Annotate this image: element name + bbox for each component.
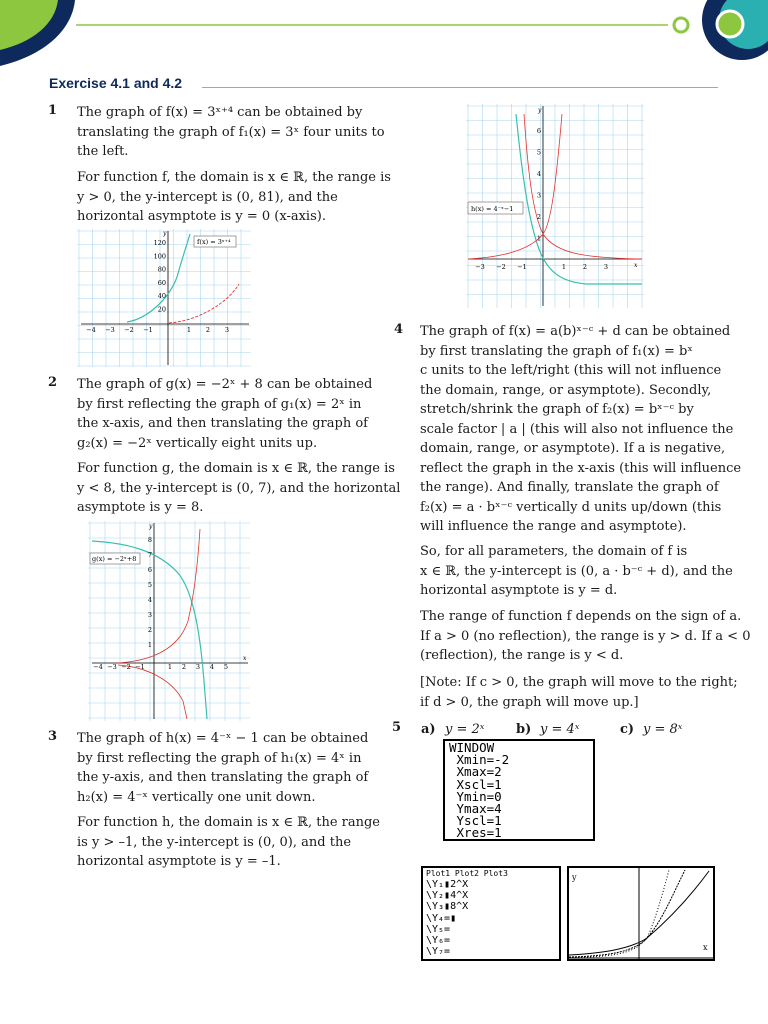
q3-y-tick-label: 4 <box>536 170 541 178</box>
q2-x-tick-label: 3 <box>195 663 201 671</box>
q1-y-tick-label: 100 <box>153 252 166 261</box>
q3-curve-h1 <box>468 114 562 259</box>
q4-line: f₂(x) = a · bˣ⁻ᶜ vertically d units up/down (this <box>420 499 722 515</box>
q3-line: the y-axis, and then translating the graph of <box>77 770 369 785</box>
window-line: Xmin=-2 <box>449 752 510 768</box>
q5-b-equation: y = 4ˣ <box>540 722 580 737</box>
q1-y-tick-label: 40 <box>157 292 166 301</box>
window-line: Ymax=4 <box>449 801 502 817</box>
q1-line: The graph of f(x) = 3ˣ⁺⁴ can be obtained by <box>77 105 363 120</box>
q4-note-text <box>420 673 738 712</box>
q5-a-equation: y = 2ˣ <box>445 722 485 737</box>
header-circle-green <box>717 11 743 37</box>
q4-line: reflect the graph in the x-axis (this will influence <box>420 460 742 476</box>
q1-graph <box>77 229 251 367</box>
window-line: WINDOW <box>449 740 495 755</box>
y-editor-line: \Y₆= <box>426 935 451 947</box>
calc-graph-y-label: y <box>572 873 577 882</box>
question-number-4: 4 <box>394 322 404 337</box>
q2-answer-text <box>77 459 400 518</box>
q4-line: The graph of f(x) = a(b)ˣ⁻ᶜ + d can be obtained <box>420 324 731 339</box>
q1-y-tick-label: 20 <box>157 305 166 314</box>
q2-y-tick-label: 8 <box>147 536 152 544</box>
q2-graph <box>88 521 250 721</box>
q2-x-tick-label: 1 <box>167 663 173 671</box>
question-number-3: 3 <box>48 729 58 744</box>
q5-a-label: a) <box>421 722 436 737</box>
question-number-2: 2 <box>48 375 58 390</box>
q2-x-tick-label: 5 <box>223 663 229 671</box>
q3-x-tick-label: 2 <box>582 263 588 271</box>
q2-y-tick-label: 2 <box>147 626 152 634</box>
q3-x-label: x <box>634 262 638 269</box>
q4-line: (reflection), the range is y < d. <box>420 648 624 663</box>
calculator-window-screen <box>443 739 595 841</box>
q1-line: translating the graph of f₁(x) = 3ˣ four units to <box>77 124 385 140</box>
q1-line: y > 0, the y-intercept is (0, 81), and the <box>77 189 338 205</box>
q3-answer-text <box>77 813 380 872</box>
window-line: Xres=1 <box>449 825 502 841</box>
q2-text <box>77 375 372 453</box>
q1-y-tick-label: 80 <box>157 265 166 274</box>
q3-x-tick-label: −2 <box>496 263 506 271</box>
q3-y-tick-label: 3 <box>536 191 541 200</box>
q1-line: the left. <box>77 144 129 159</box>
q1-x-tick-label: −3 <box>105 326 115 334</box>
question-number-5: 5 <box>392 720 402 735</box>
window-line: Xmax=2 <box>449 764 502 780</box>
q4-line: if d > 0, the graph will move up.] <box>420 694 639 710</box>
q2-line: the x-axis, and then translating the graph of <box>77 416 368 431</box>
q2-line: The graph of g(x) = −2ˣ + 8 can be obtained <box>77 377 373 392</box>
q2-grid <box>88 521 250 721</box>
q3-text <box>77 729 368 807</box>
calculator-y-editor-screen <box>421 866 561 961</box>
header-decoration <box>0 0 768 70</box>
window-line: Ymin=0 <box>449 788 502 804</box>
q2-line: by first reflecting the graph of g₁(x) = 2ˣ in <box>77 396 362 412</box>
q4-text <box>420 322 741 537</box>
q1-x-tick-label: −4 <box>86 326 96 334</box>
y-editor-line: \Y₅= <box>426 923 451 935</box>
q3-graph <box>466 104 644 308</box>
q5-c-equation: y = 8ˣ <box>643 722 683 737</box>
q4-line: by first translating the graph of f₁(x) = bˣ <box>420 343 693 359</box>
y-editor-line: \Y₃▮8^X <box>426 901 469 913</box>
q3-x-tick-label: −1 <box>517 263 527 271</box>
q4-range-text <box>420 607 750 666</box>
q1-graph-label: f(x) = 3ˣ⁺⁴ <box>197 238 231 246</box>
q1-y-label: y <box>163 230 167 237</box>
q2-x-tick-label: −3 <box>107 663 117 671</box>
q3-x-tick-label: 3 <box>603 263 609 271</box>
header-circle-small <box>674 18 688 32</box>
q1-x-tick-label: 2 <box>205 326 211 334</box>
q5-c-label: c) <box>620 722 635 737</box>
q4-line: the domain, range, or asymptote). Secondly, <box>420 382 712 398</box>
q1-text <box>77 103 385 162</box>
q1-x-tick-label: 3 <box>224 326 230 334</box>
q3-line: The graph of h(x) = 4⁻ˣ − 1 can be obtained <box>77 731 369 746</box>
q1-x-tick-label: −1 <box>143 326 153 334</box>
y-editor-line: \Y₂▮4^X <box>426 890 469 902</box>
q3-x-tick-label: 1 <box>561 263 567 271</box>
q2-y-tick-label: 5 <box>147 581 152 589</box>
q3-y-tick-label: 5 <box>536 148 541 157</box>
q2-y-label: y <box>149 523 153 530</box>
q4-line: will influence the range and asymptote). <box>420 519 687 534</box>
calc-graph-x-label: x <box>703 943 708 952</box>
q3-x-tick-label: −3 <box>475 263 485 271</box>
q3-line: h₂(x) = 4⁻ˣ vertically one unit down. <box>77 789 316 805</box>
q1-answer-text <box>77 168 391 227</box>
q4-line: If a > 0 (no reflection), the range is y > d. If a < 0 <box>420 628 751 644</box>
q2-y-tick-label: 6 <box>147 566 152 574</box>
calculator-graph-screen <box>567 866 715 961</box>
q2-line: g₂(x) = −2ˣ vertically eight units up. <box>77 435 318 451</box>
q1-y-tick-label: 60 <box>157 278 166 287</box>
title-rule <box>202 87 718 88</box>
q1-curve-f1 <box>169 284 239 323</box>
q2-y-tick-label: 4 <box>147 596 152 604</box>
q2-line: asymptote is y = 8. <box>77 500 204 515</box>
q2-line: y < 8, the y-intercept is (0, 7), and the horizontal <box>77 480 401 496</box>
q2-x-tick-label: 4 <box>209 663 215 671</box>
q4-domain-text <box>420 542 733 601</box>
q4-line: [Note: If c > 0, the graph will move to the right; <box>420 675 738 690</box>
q3-line: horizontal asymptote is y = –1. <box>77 854 281 869</box>
q2-x-tick-label: 2 <box>181 663 187 671</box>
q3-y-tick-label: 2 <box>536 213 541 221</box>
y-editor-line: \Y₇= <box>426 946 451 958</box>
question-number-1: 1 <box>48 103 58 118</box>
y-editor-line: \Y₄=▮ <box>426 912 457 924</box>
q4-line: So, for all parameters, the domain of f is <box>420 544 688 559</box>
q4-line: scale factor | a | (this will also not influence the <box>420 421 734 437</box>
q2-y-tick-label: 3 <box>147 611 152 619</box>
q3-y-tick-label: 6 <box>536 127 541 135</box>
q2-graph-label: g(x) = −2ˣ+8 <box>92 555 137 563</box>
q2-y-tick-label: 7 <box>147 551 152 559</box>
q3-line: by first reflecting the graph of h₁(x) = 4ˣ in <box>77 750 362 766</box>
q2-x-label: x <box>243 655 247 662</box>
q1-line: horizontal asymptote is y = 0 (x-axis). <box>77 209 326 224</box>
q2-x-tick-label: −2 <box>121 663 131 671</box>
q2-x-tick-label: −1 <box>135 663 145 671</box>
window-line: Yscl=1 <box>449 813 502 829</box>
q3-y-tick-label: 1 <box>536 234 541 243</box>
q4-line: the range). And finally, translate the graph of <box>420 480 719 495</box>
window-line: Xscl=1 <box>449 776 502 792</box>
graph-screen-frame <box>568 867 714 960</box>
q5-b-label: b) <box>516 722 532 737</box>
q2-line: For function g, the domain is x ∈ ℝ, the range is <box>77 461 395 476</box>
plot-header: Plot1 Plot2 Plot3 <box>426 869 508 878</box>
q2-x-tick-label: −4 <box>93 663 103 671</box>
q4-line: horizontal asymptote is y = d. <box>420 583 618 598</box>
page-title: Exercise 4.1 and 4.2 <box>49 75 183 91</box>
q3-line: is y > –1, the y-intercept is (0, 0), and the <box>77 834 352 850</box>
q1-line: For function f, the domain is x ∈ ℝ, the range is <box>77 170 391 185</box>
y-editor-line: \Y₁▮2^X <box>426 879 469 890</box>
q4-line: x ∈ ℝ, the y-intercept is (0, a · b⁻ᶜ + d), and the <box>420 563 733 579</box>
q3-graph-label: h(x) = 4⁻ˣ−1 <box>471 205 514 213</box>
q4-line: stretch/shrink the graph of f₂(x) = bˣ⁻ᶜ by <box>420 402 694 417</box>
q2-y-tick-label: 1 <box>147 641 152 649</box>
q3-y-label: y <box>538 107 542 114</box>
q3-line: For function h, the domain is x ∈ ℝ, the range <box>77 815 381 830</box>
q4-line: domain, range, or asymptote). If a is negative, <box>420 441 726 456</box>
q4-line: c units to the left/right (this will not influence <box>420 363 722 378</box>
q1-x-tick-label: −2 <box>124 326 134 334</box>
q1-x-tick-label: 1 <box>186 326 192 334</box>
q1-y-tick-label: 120 <box>153 239 166 247</box>
q3-curve-h2 <box>524 114 642 259</box>
q4-line: The range of function f depends on the sign of a. <box>420 609 742 624</box>
